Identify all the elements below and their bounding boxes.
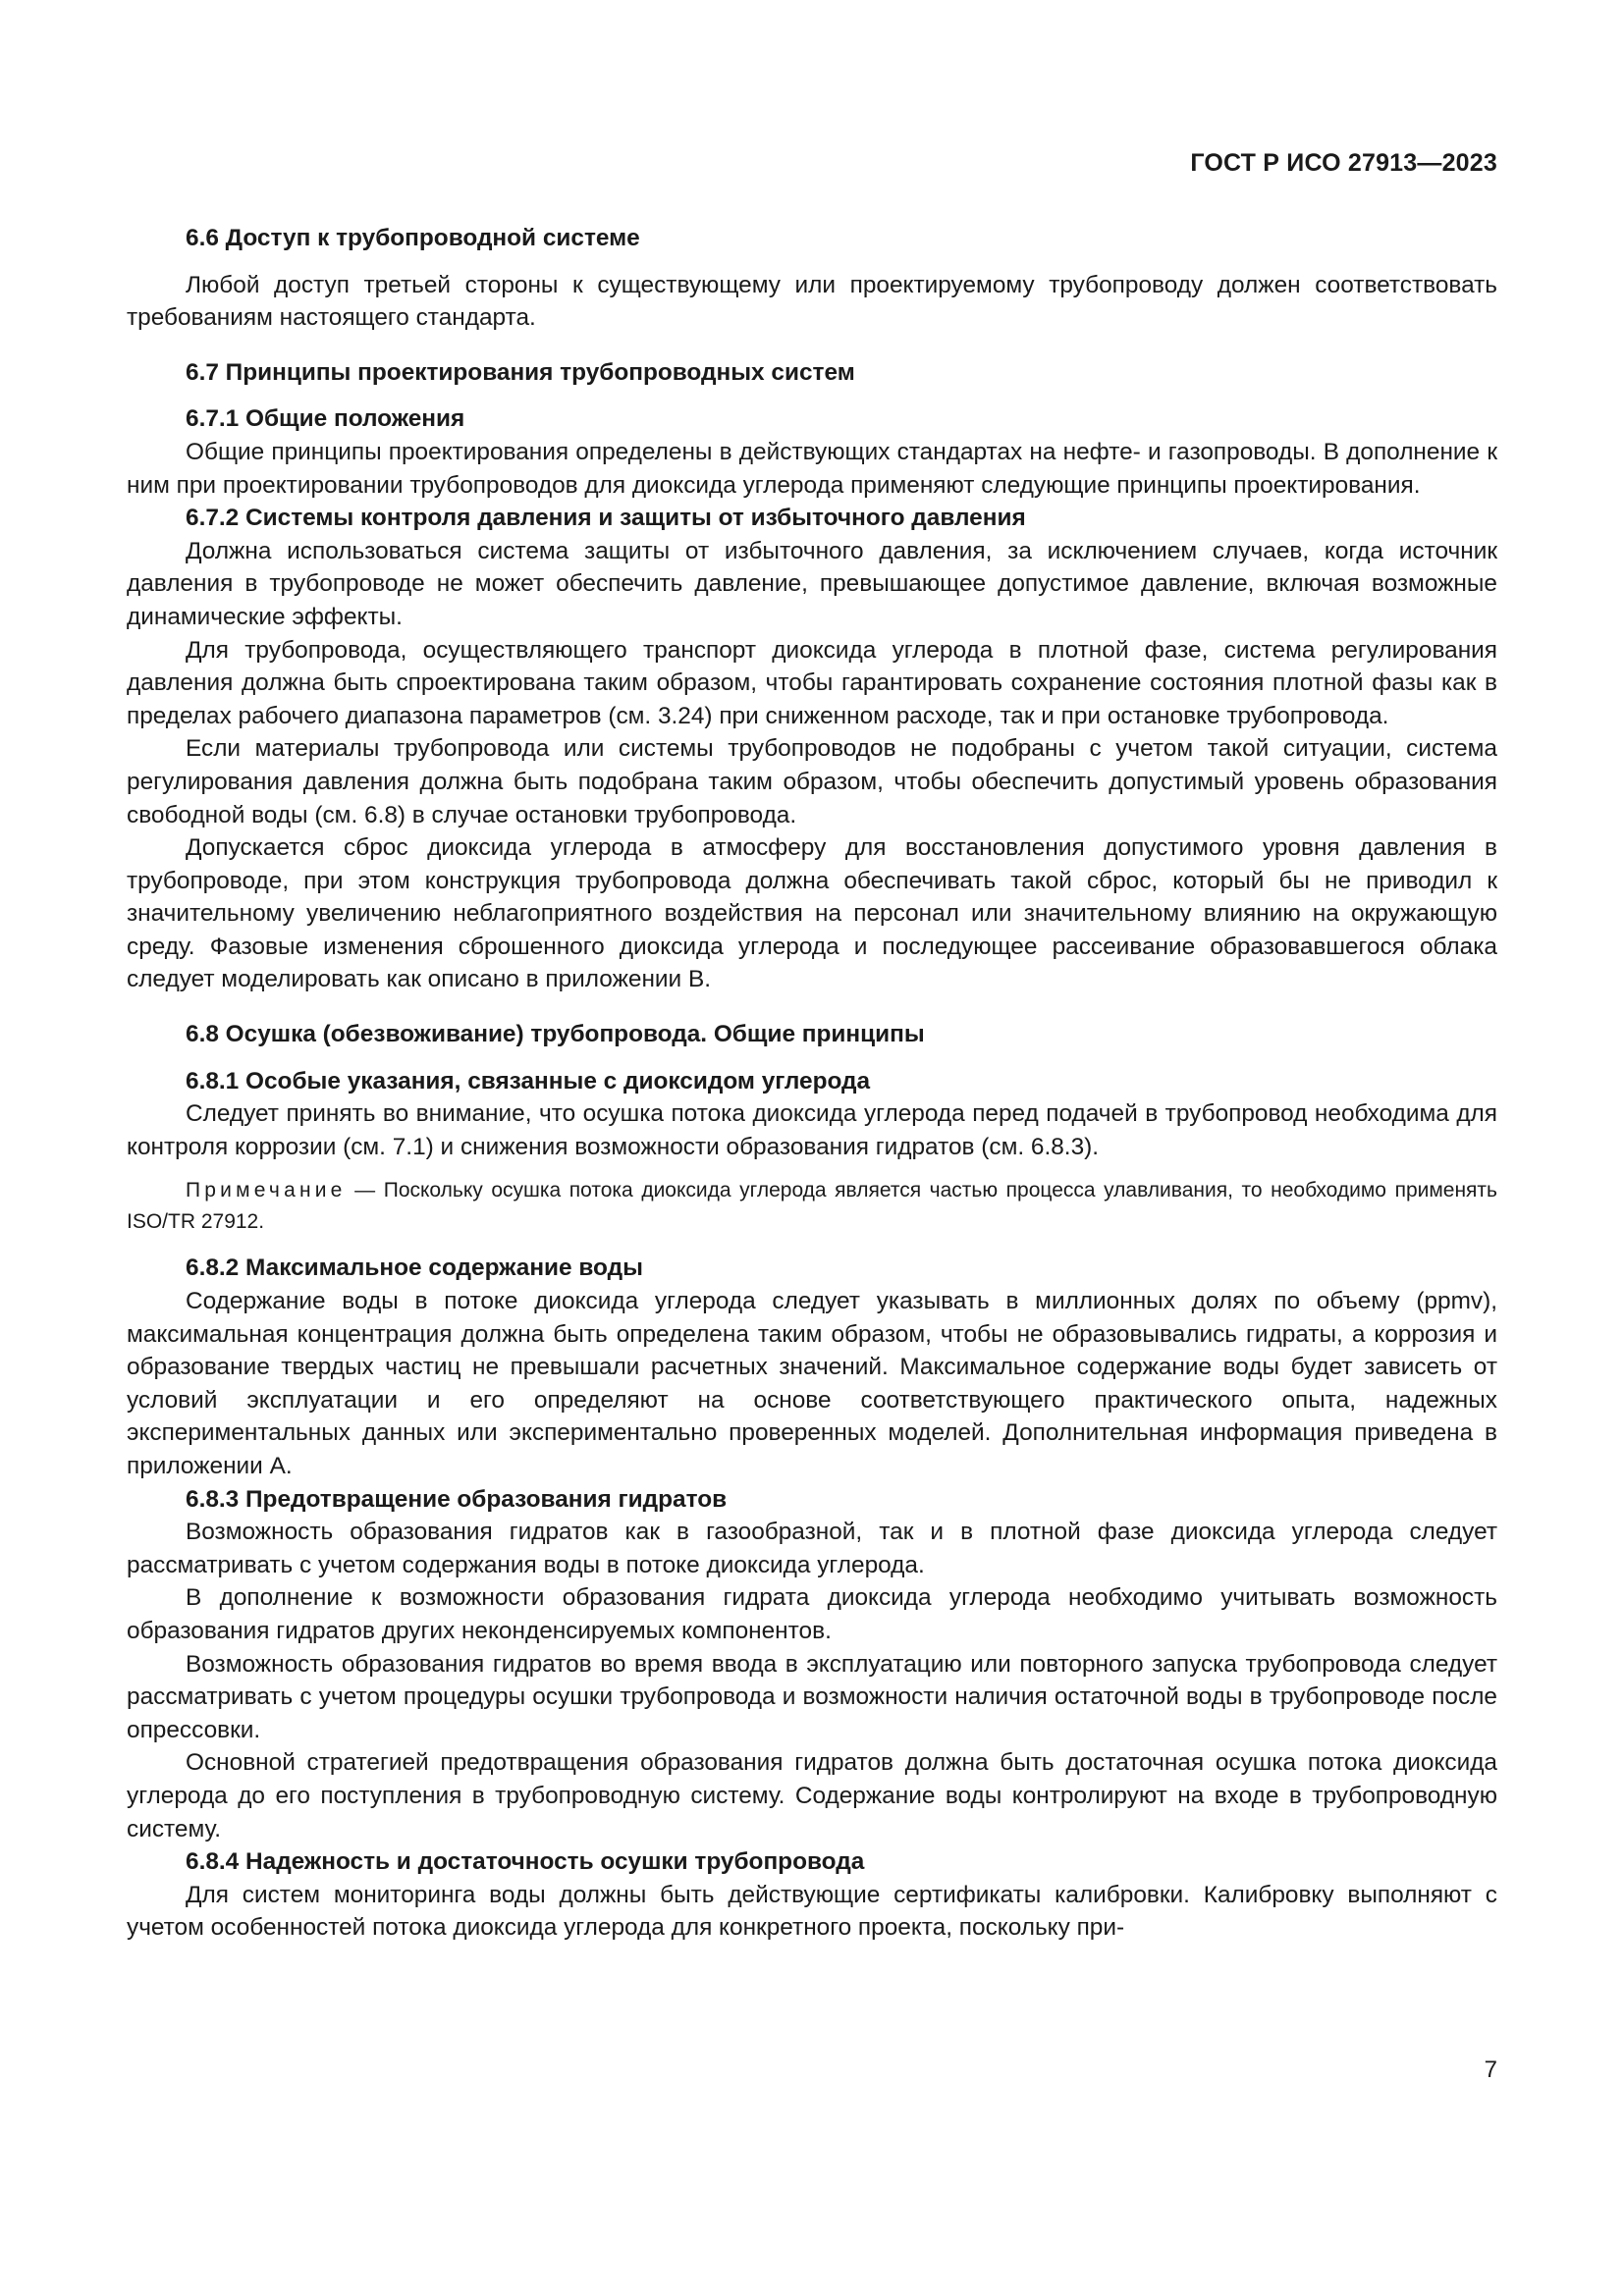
section-6-8-3-paragraph-2: В дополнение к возможности образования гидрата диоксида углерода необходимо учитывать возможность образования гидратов других неконденсируемых компонентов.: [127, 1584, 1497, 1644]
document-id-header: ГОСТ Р ИСО 27913—2023: [1190, 149, 1497, 177]
section-6-7-2-paragraph-3: Если материалы трубопровода или системы трубопроводов не подобраны с учетом такой ситуации, система регулирования давления должна быть подобрана таким образом, чтобы обеспечить допустимый уровень образования свободной воды (см. 6.8) в случае остановки трубопровода.: [127, 735, 1497, 828]
section-6-7-2-paragraph-1: Должна использоваться система защиты от избыточного давления, за исключением случаев, когда источник давления в трубопроводе не может обеспечить давление, превышающее допустимое давление, включая возможные динамические эффекты.: [127, 537, 1497, 630]
section-6-7-title: 6.7 Принципы проектирования трубопроводных систем: [186, 358, 855, 386]
section-6-6-title: 6.6 Доступ к трубопроводной системе: [186, 225, 640, 251]
document-body: [127, 222, 1497, 1945]
section-6-8-3-paragraph-1: Возможность образования гидратов как в газообразной, так и в плотной фазе диоксида углерода следует рассматривать с учетом содержания воды в потоке диоксида углерода.: [127, 1519, 1497, 1578]
section-6-8-3-paragraph-4: Основной стратегией предотвращения образования гидратов должна быть достаточная осушка потока диоксида углерода до его поступления в трубопроводную систему. Содержание воды контролируют на входе в трубопроводную систему.: [127, 1749, 1497, 1842]
section-6-8-3-title: 6.8.3 Предотвращение образования гидратов: [186, 1485, 728, 1513]
section-6-8-title: 6.8 Осушка (обезвоживание) трубопровода. Общие принципы: [186, 1021, 925, 1048]
section-6-7-2-paragraph-2: Для трубопровода, осуществляющего транспорт диоксида углерода в плотной фазе, система регулирования давления должна быть спроектирована таким образом, чтобы гарантировать сохранение состояния плотной фазы как в пределах рабочего диапазона параметров (см. 3.24) при сниженном расходе, так и при остановке трубопровода.: [127, 636, 1497, 729]
section-6-8-2-paragraph: Содержание воды в потоке диоксида углерода следует указывать в миллионных долях по объему (ppmv), максимальная концентрация должна быть определена таким образом, чтобы не образовывались гидраты, а коррозия и образование твердых частиц не превышали расчетных значений. Максимальное содержание воды будет зависеть от условий эксплуатации и его определяют на основе соответствующего практического опыта, надежных экспериментальных данных или экспериментально проверенных моделей. Дополнительная информация приведена в приложении А.: [127, 1288, 1497, 1479]
note-label: Примечание: [186, 1179, 347, 1202]
section-6-8-1-note: [127, 1175, 1497, 1238]
section-6-6-paragraph: Любой доступ третьей стороны к существующему или проектируемому трубопроводу должен соответствовать требованиям настоящего стандарта.: [127, 271, 1497, 332]
section-6-8-2-title: 6.8.2 Максимальное содержание воды: [186, 1255, 643, 1282]
note-text: — Поскольку осушка потока диоксида углерода является частью процесса улавливания, то необходимо применять ISO/TR 27912.: [127, 1179, 1497, 1234]
section-6-7-1-paragraph: Общие принципы проектирования определены в действующих стандартах на нефте- и газопроводы. В дополнение к ним при проектировании трубопроводов для диоксида углерода применяют следующие принципы проектирования.: [127, 438, 1497, 499]
section-6-8-4-title: 6.8.4 Надежность и достаточность осушки трубопровода: [186, 1848, 865, 1876]
section-6-7-2-title: 6.7.2 Системы контроля давления и защиты от избыточного давления: [186, 505, 1026, 532]
section-6-7-2-paragraph-4: Допускается сброс диоксида углерода в атмосферу для восстановления допустимого уровня давления в трубопроводе, при этом конструкция трубопровода должна обеспечивать такой сброс, который бы не приводил к значительному увеличению неблагоприятного воздействия на персонал или значительному влиянию на окружающую среду. Фазовые изменения сброшенного диоксида углерода и последующее рассеивание образовавшегося облака следует моделировать как описано в приложении В.: [127, 834, 1497, 993]
page-number: 7: [1484, 2056, 1497, 2083]
section-6-8-3-paragraph-3: Возможность образования гидратов во время ввода в эксплуатацию или повторного запуска трубопровода следует рассматривать с учетом процедуры осушки трубопровода и возможности наличия остаточной воды в трубопроводе после опрессовки.: [127, 1650, 1497, 1743]
section-6-7-1-title: 6.7.1 Общие положения: [186, 405, 465, 433]
document-page: [127, 0, 1497, 2296]
section-6-8-1-paragraph: Следует принять во внимание, что осушка потока диоксида углерода перед подачей в трубопровод необходима для контроля коррозии (см. 7.1) и снижения возможности образования гидратов (см. 6.8.3).: [127, 1100, 1497, 1160]
section-6-8-4-paragraph: Для систем мониторинга воды должны быть действующие сертификаты калибровки. Калибровку выполняют с учетом особенностей потока диоксида углерода для конкретного проекта, поскольку при-: [127, 1881, 1497, 1942]
section-6-8-1-title: 6.8.1 Особые указания, связанные с диоксидом углерода: [186, 1067, 871, 1095]
